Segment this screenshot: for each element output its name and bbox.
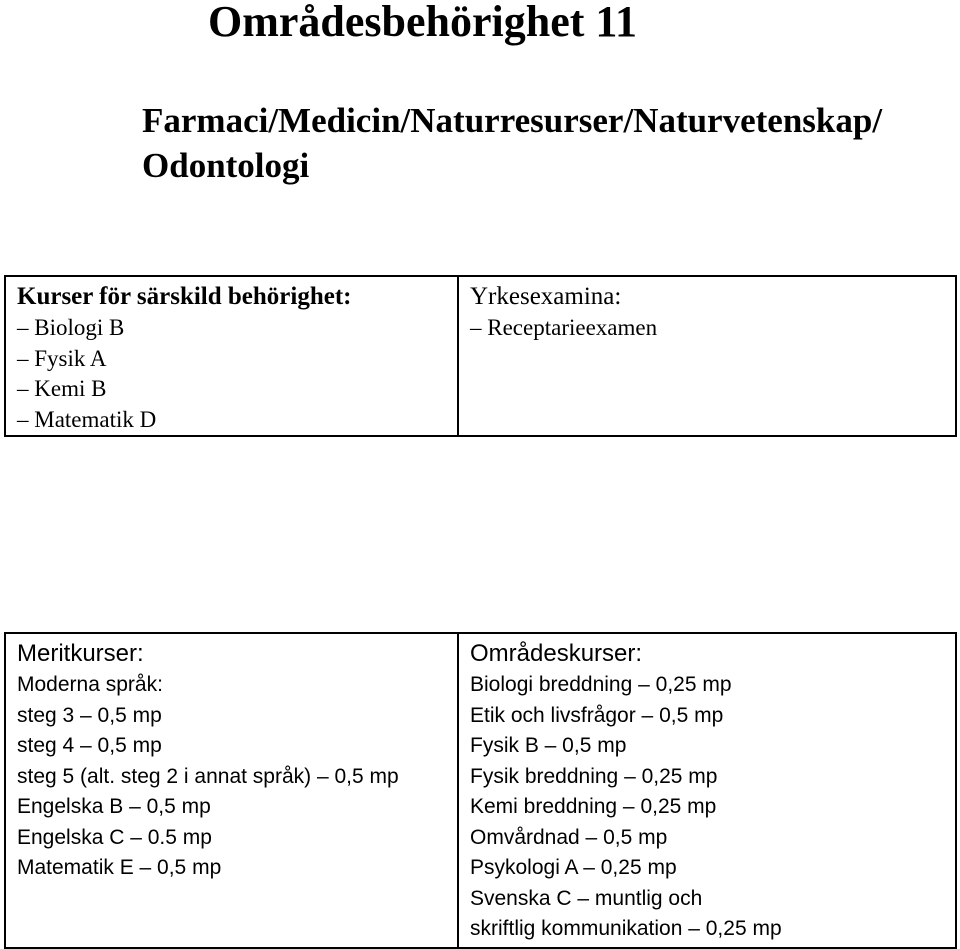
list-item: Etik och livsfrågor – 0,5 mp <box>470 703 724 727</box>
list-item: Engelska B – 0,5 mp <box>17 795 211 818</box>
professional-degrees-heading: Yrkesexamina: <box>470 283 622 310</box>
professional-degrees-cell <box>458 276 956 436</box>
list-item: Svenska C – muntlig och <box>470 886 703 910</box>
list-item: Moderna språk: <box>17 673 163 696</box>
page-title: Områdesbehörighet 11 <box>208 0 637 46</box>
area-courses-list <box>470 670 955 945</box>
list-item: Biologi breddning – 0,25 mp <box>470 673 732 696</box>
list-item: Kemi breddning – 0,25 mp <box>470 795 717 818</box>
list-item: Engelska C – 0.5 mp <box>17 825 212 849</box>
list-item: Psykologi A – 0,25 mp <box>470 856 677 879</box>
list-item: Fysik B – 0,5 mp <box>470 734 627 757</box>
merit-courses-cell <box>5 633 458 948</box>
list-item: – Fysik A <box>17 345 107 371</box>
list-item: Matematik E – 0,5 mp <box>17 856 222 879</box>
merit-courses-heading: Meritkurser: <box>17 640 144 667</box>
eligibility-table <box>4 275 957 437</box>
courses-table <box>4 632 957 949</box>
list-item: – Kemi B <box>17 376 107 401</box>
subtitle-line-1: Farmaci/Medicin/Naturresurser/Naturvetenskap/ <box>142 101 883 140</box>
list-item: – Matematik D <box>17 406 157 432</box>
list-item: steg 4 – 0,5 mp <box>17 734 162 757</box>
merit-courses-list <box>17 670 457 884</box>
list-item: steg 3 – 0,5 mp <box>17 703 162 727</box>
special-eligibility-list <box>17 313 457 435</box>
subtitle-line-2: Odontologi <box>142 146 310 185</box>
list-item: Omvårdnad – 0,5 mp <box>470 825 668 849</box>
list-item: skriftlig kommunikation – 0,25 mp <box>470 917 782 940</box>
professional-degrees-list <box>470 313 955 344</box>
list-item: steg 5 (alt. steg 2 i annat språk) – 0,5 mp <box>17 764 399 788</box>
list-item: – Biologi B <box>17 315 125 340</box>
area-courses-cell <box>458 633 956 948</box>
special-eligibility-heading: Kurser för särskild behörighet: <box>17 283 352 310</box>
list-item: – Receptarieexamen <box>470 315 658 340</box>
special-eligibility-cell <box>5 276 458 436</box>
list-item: Fysik breddning – 0,25 mp <box>470 764 718 788</box>
page-subtitle <box>142 98 882 188</box>
area-courses-heading: Områdeskurser: <box>470 640 643 667</box>
